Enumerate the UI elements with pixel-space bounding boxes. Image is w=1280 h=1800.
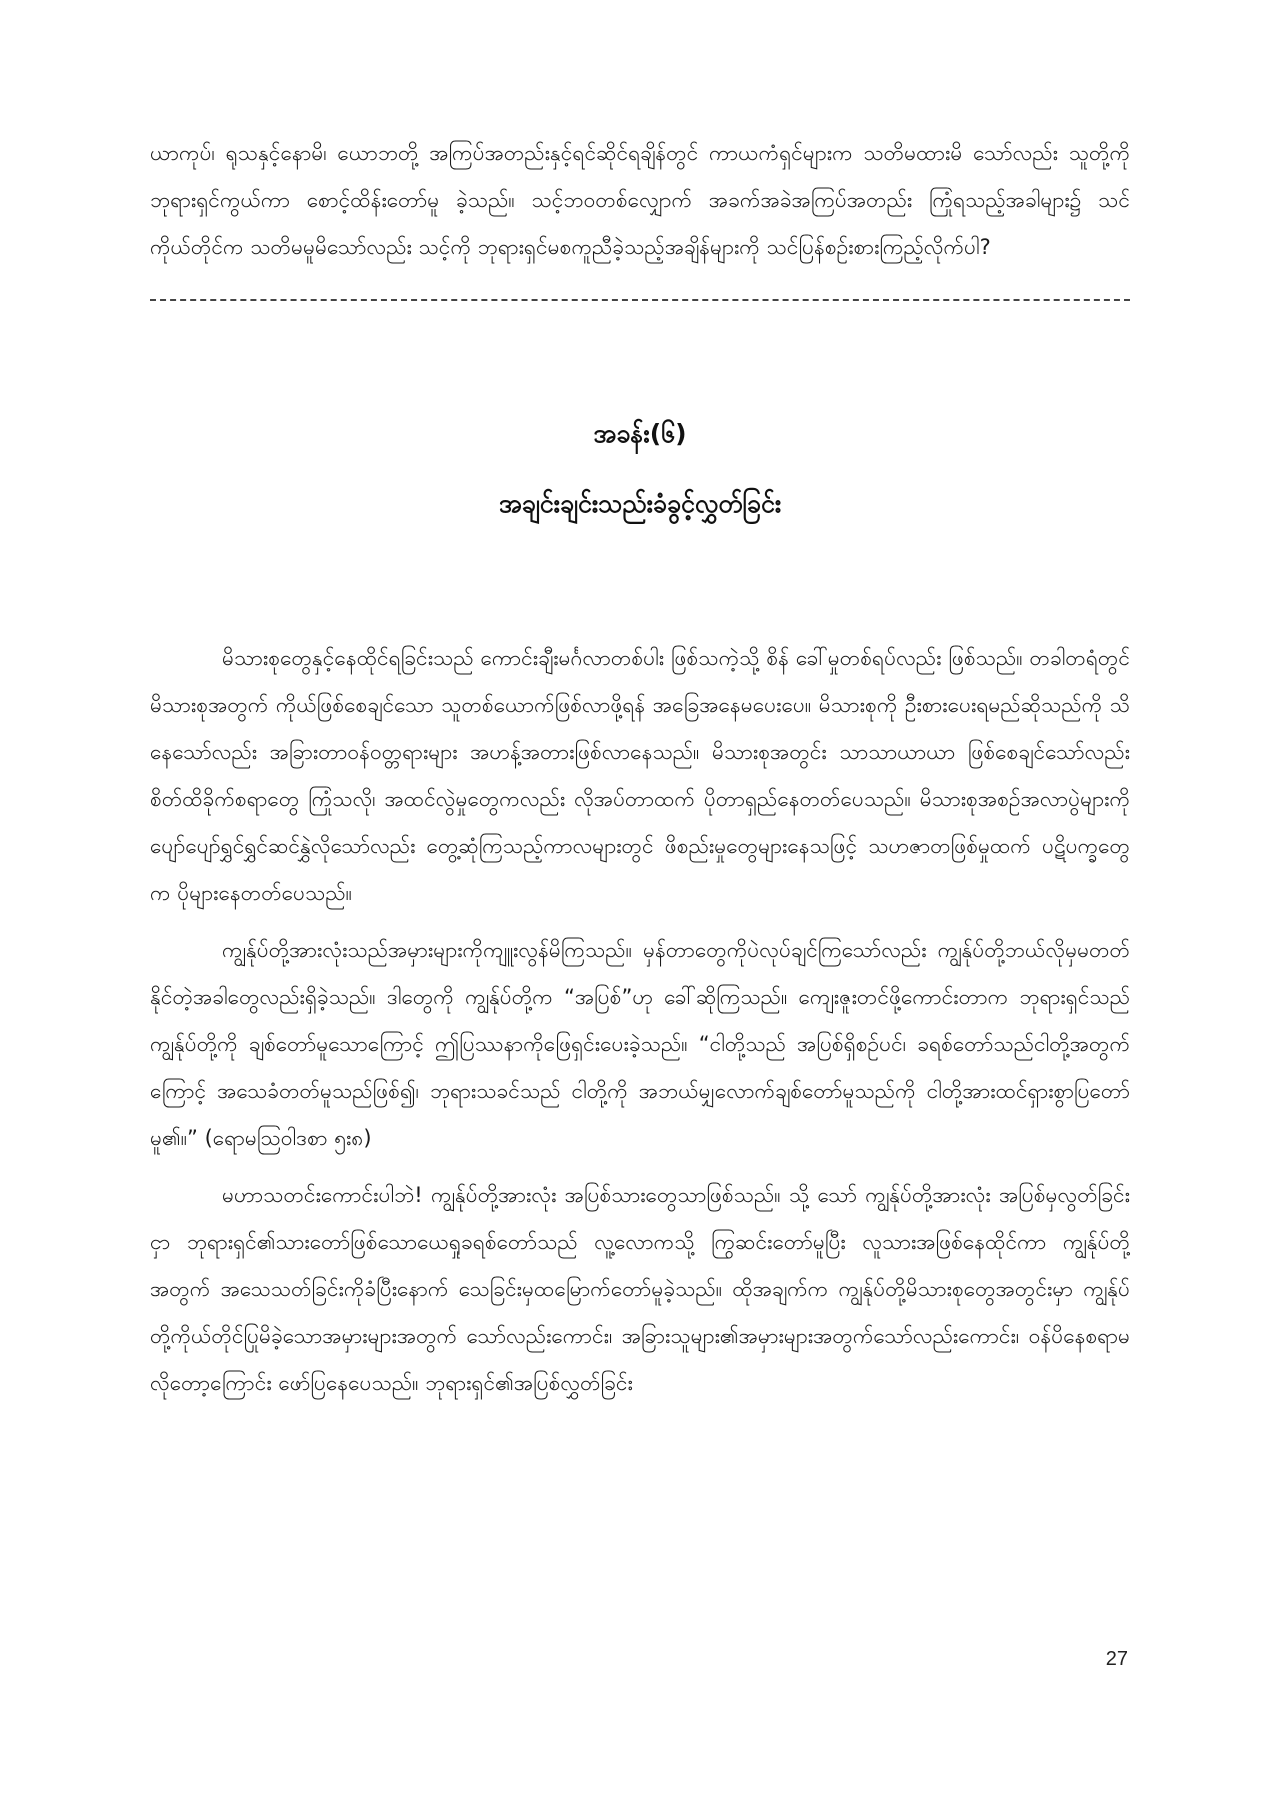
page-content	[150, 130, 1130, 1417]
page-number: 27	[1105, 1648, 1128, 1670]
section-divider	[150, 299, 1130, 301]
body-paragraph: မဟာသတင်းကောင်းပါဘဲ! ကျွန်ုပ်တို့အားလုံး အပြစ်သားတွေသာဖြစ်သည်။ သို့ သော် ကျွန်ုပ်တို့အားလုံး အပြစ်မှလွတ်ခြင်းငှာ ဘုရားရှင်၏သားတော်ဖြစ်သောယေရှုခရစ်တော်သည် လူ့လောကသို့ ကြွဆင်းတော်မူပြီး လူသားအဖြစ်နေထိုင်ကာ ကျွန်ုပ်တို့အတွက် အသေသတ်ခြင်းကိုခံပြီးနောက် သေခြင်းမှထမြောက်တော်မူခဲ့သည်။ ထိုအချက်က ကျွန်ုပ်တို့မိသားစုတွေအတွင်းမှာ ကျွန်ုပ်တို့ကိုယ်တိုင်ပြုမိခဲ့သောအမှားများအတွက် သော်လည်းကောင်း၊ အခြားသူများ၏အမှားများအတွက်သော်လည်းကောင်း၊ ဝန်ပိနေစရာမလိုတော့ကြောင်း ဖော်ပြနေပေသည်။ ဘုရားရှင်၏အပြစ်လွှတ်ခြင်း	[150, 1183, 1130, 1395]
chapter-title: အချင်းချင်းသည်းခံခွင့်လွှတ်ခြင်း	[498, 489, 782, 518]
chapter-body	[150, 635, 1130, 1407]
intro-paragraph: ယာကုပ်၊ ရုသနှင့်နောမိ၊ ယောဘတို့ အကြပ်အတည်းနှင့်ရင်ဆိုင်ရချိန်တွင် ကာယကံရှင်များက သတိမထားမိ သော်လည်း သူတို့ကိုဘုရားရှင်ကွယ်ကာ စောင့်ထိန်းတော်မူ ခဲ့သည်။ သင့်ဘဝတစ်လျှောက် အခက်အခဲအကြပ်အတည်း ကြုံရသည့်အခါများ၌ သင်ကိုယ်တိုင်က သတိမမူမိသော်လည်း သင့်ကို ဘုရားရှင်မစကူညီခဲ့သည့်အချိန်များကို သင်ပြန်စဉ်းစားကြည့်လိုက်ပါ?	[150, 141, 1130, 259]
body-paragraph: ကျွန်ုပ်တို့အားလုံးသည်အမှားများကိုကျူးလွန်မိကြသည်။ မှန်တာတွေကိုပဲလုပ်ချင်ကြသော်လည်း ကျွန်ုပ်တို့ဘယ်လိုမှမတတ်နိုင်တဲ့အခါတွေလည်းရှိခဲ့သည်။ ဒါတွေကို ကျွန်ုပ်တို့က “အပြစ်”ဟု ခေါ်ဆိုကြသည်။ ကျေးဇူးတင်ဖို့ကောင်းတာက ဘုရားရှင်သည် ကျွန်ုပ်တို့ကို ချစ်တော်မူသောကြောင့် ဤပြဿနာကိုဖြေရှင်းပေးခဲ့သည်။ “ငါတို့သည် အပြစ်ရှိစဉ်ပင်၊ ခရစ်တော်သည်ငါတို့အတွက်ကြောင့် အသေခံတတ်မူသည်ဖြစ်၍၊ ဘုရားသခင်သည် ငါတို့ကို အဘယ်မျှလောက်ချစ်တော်မူသည်ကို ငါတို့အားထင်ရှားစွာပြတော်မူ၏။” (ရောမသြဝါဒစာ ၅း၈)	[150, 938, 1130, 1150]
body-paragraph: မိသားစုတွေနှင့်နေထိုင်ရခြင်းသည် ကောင်းချီးမင်္ဂလာတစ်ပါး ဖြစ်သကဲ့သို့ စိန် ခေါ်မှုတစ်ရပ်လည်း ဖြစ်သည်။ တခါတရံတွင် မိသားစုအတွက် ကိုယ်ဖြစ်စေချင်သော သူတစ်ယောက်ဖြစ်လာဖို့ရန် အခြေအနေမပေးပေ။ မိသားစုကို ဦးစားပေးရမည်ဆိုသည်ကို သိနေသော်လည်း အခြားတာဝန်ဝတ္တရားများ အဟန့်အတားဖြစ်လာနေသည်။ မိသားစုအတွင်း သာသာယာယာ ဖြစ်စေချင်သော်လည်း စိတ်ထိခိုက်စရာတွေ ကြုံသလို၊ အထင်လွဲမှုတွေကလည်း လိုအပ်တာထက် ပိုတာရှည်နေတတ်ပေသည်။ မိသားစုအစဉ်အလာပွဲများကို ပျော်ပျော်ရွှင်ရွှင်ဆင်နွှဲလိုသော်လည်း တွေ့ဆုံကြသည့်ကာလများတွင် ဖိစည်းမှုတွေများနေသဖြင့် သဟဇာတဖြစ်မှုထက် ပဋိပက္ခတွေက ပိုများနေတတ်ပေသည်။	[150, 646, 1130, 905]
chapter-number: အခန်း(၆)	[593, 419, 687, 448]
chapter-heading	[150, 399, 1130, 539]
